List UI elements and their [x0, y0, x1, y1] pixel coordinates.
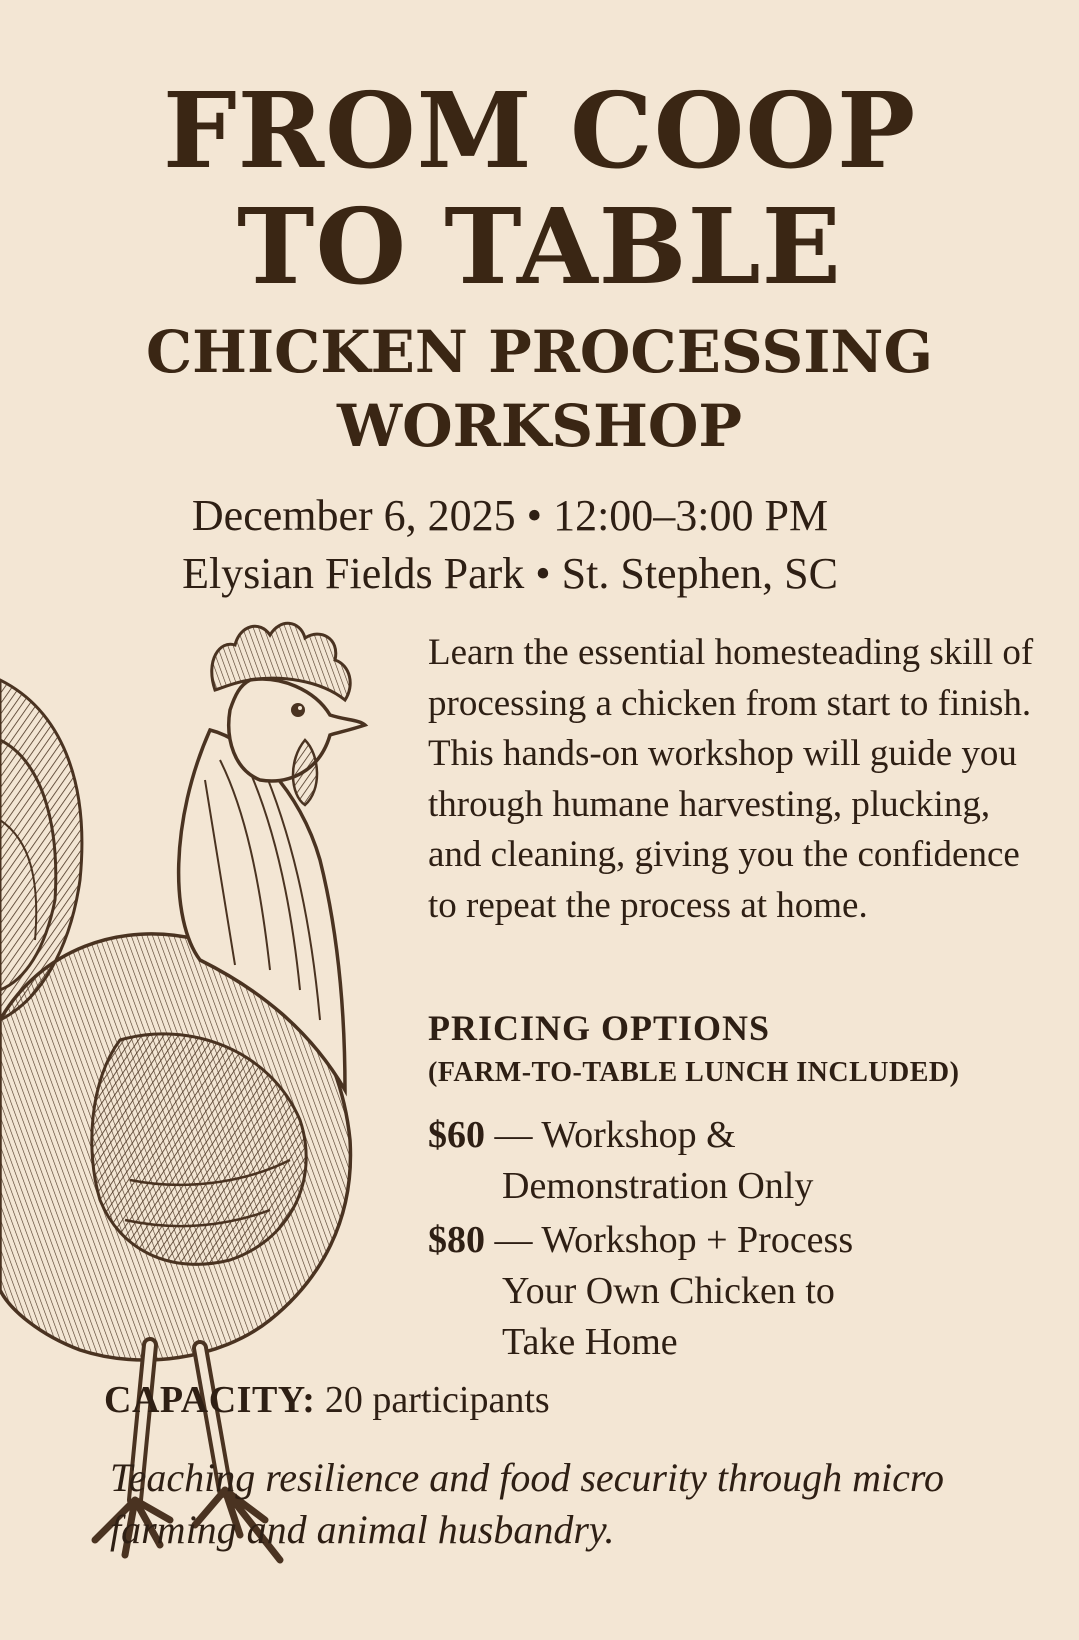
- capacity: [104, 1378, 550, 1422]
- capacity-value: 20 participants: [315, 1379, 550, 1421]
- event-date-time: December 6, 2025 • 12:00–3:00 PM: [191, 491, 829, 540]
- price-label: Workshop + Process: [541, 1219, 854, 1261]
- title-line-1: FROM COOP: [162, 69, 917, 192]
- price-label: Workshop &: [541, 1114, 736, 1156]
- price-separator: —: [485, 1219, 542, 1261]
- subtitle-line-2: WORKSHOP: [336, 392, 743, 460]
- price-separator: —: [485, 1114, 542, 1156]
- price-amount: $60: [428, 1114, 485, 1156]
- subtitle-line-1: CHICKEN PROCESSING: [146, 318, 933, 386]
- price-label-cont: Demonstration Only: [502, 1165, 814, 1207]
- pricing-heading: PRICING OPTIONS: [428, 1008, 771, 1048]
- capacity-label: CAPACITY:: [104, 1379, 316, 1421]
- workshop-description: Learn the essential homesteading skill of processing a chicken from start to finish. This hands-on workshop will guide you through humane harvesting, plucking, and cleaning, giving you the confidence to repeat the process at home.: [428, 632, 1034, 926]
- price-label-cont: Your Own Chicken to Take Home: [502, 1270, 835, 1363]
- price-option: [428, 1215, 1048, 1368]
- pricing-note: (FARM-TO-TABLE LUNCH INCLUDED): [428, 1057, 960, 1088]
- price-amount: $80: [428, 1219, 485, 1261]
- title-line-2: TO TABLE: [237, 185, 842, 308]
- tagline: Teaching resilience and food security through micro farming and animal husbandry.: [110, 1455, 944, 1552]
- event-location: Elysian Fields Park • St. Stephen, SC: [182, 549, 838, 598]
- price-option: [428, 1110, 1048, 1212]
